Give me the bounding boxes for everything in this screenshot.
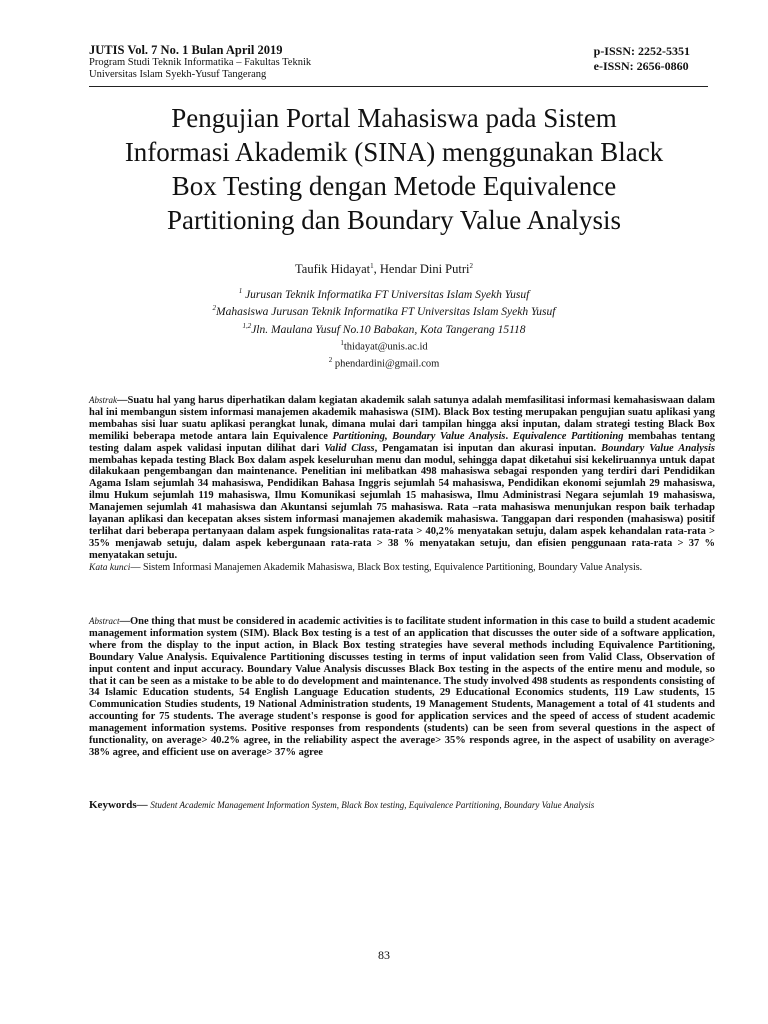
abstract-text: —Suatu hal yang harus diperhatikan dalam kegiatan akademik salah satunya adalah memfasilitasi informasi kemahasiswaan dalam hal ini membangun sistem informasi manajemen akademik mahasiswa (SIM). Black Box testing merupakan pengujian suatu aplikasi yang membahas sisi luar suatu aplikasi perangkat lunak, dimana mulai dari tampilan hingga aksi inputan, dalam strategi testing Black Box memiliki beberapa metode antara lain Equivalence	[89, 395, 715, 442]
abstract-label: Abstrak	[89, 395, 117, 405]
email-link[interactable]: thidayat@unis.ac.id	[343, 341, 428, 353]
keywords	[89, 800, 715, 811]
abstract-italic: Equivalence Partitioning	[512, 430, 624, 442]
abstract-italic: Boundary Value Analysis	[601, 442, 715, 454]
affil-sup: 2	[212, 304, 217, 313]
abstract-text: .	[505, 430, 513, 442]
electronic-issn: e-ISSN: 2656-0860	[593, 59, 689, 73]
kata-kunci	[89, 562, 715, 575]
abstract-label: Abstract	[89, 616, 120, 626]
abstract-text: membahas kepada testing Black Box dalam aspek keseluruhan menu dan modul, sehingga dapat diketahui sisi kekeliruannya untuk dapat dilakukaan pengembangan dan maintenance. Penelitian ini melibatkan 498 mahasiswa sebagai responden yang terdiri dari Pendidikan Agama Islam sejumlah 34 mahasiswa, Pendidikan Bahasa Inggris sejumlah 54 mahasiswa, Pendidikan ekonomi sejumlah 29 mahasiswa, ilmu Hukum sejumlah 119 mahasiswa, Ilmu Komunikasi sejumlah 15 mahasiswa, Ilmu Administrasi Negara sejumlah 19 mahasiswa, Manajemen sejumlah 41 mahasiswa dan Akuntansi sejumlah 75 mahasiswa. Rata –rata mahasiswa menunjukan respon baik terhadap layanan aplikasi dan kecepatan akses sistem informasi manajemen akademik mahasiswa. Tanggapan dari responden (mahasiswa) positif terlihat dari beberapa pertanyaan dalam aspek fungsionalitas rata-rata > 40,2% menyatakan setuju, dalam aspek kehandalan rata-rata > 35% menjawab setuju, dalam aspek kebergunaan rata-rata > 38 % menyatakan setuju, dan efisien penggunaan rata-rata > 37 % menyatakan setuju.	[89, 454, 715, 561]
university-name: Universitas Islam Syekh-Yusuf Tangerang	[89, 69, 267, 80]
abstract-text: membahas tentang testing dalam aspek validasi inputan dilihat dari	[89, 430, 715, 454]
affiliation-line	[0, 302, 768, 319]
keywords-text: Student Academic Management Information System, Black Box testing, Equivalence Partitioning, Boundary Value Analysis	[150, 800, 595, 810]
affil-text: Jurusan Teknik Informatika FT Universitas Islam Syekh Yusuf	[242, 288, 530, 301]
abstract-italic: Valid Class	[324, 442, 375, 454]
author-name: Taufik Hidayat	[295, 262, 371, 277]
affil-text: Jln. Maulana Yusuf No.10 Babakan, Kota Tangerang 15118	[251, 323, 526, 336]
abstract-english	[89, 616, 715, 759]
abstract-text: —One thing that must be considered in academic activities is to facilitate student information in this case to build a student academic management information system (SIM). Black Box testing is a test of an application that discusses the outer side of a software application, where from the display to the input action, in Black Box testing strategies have several methods including Equivalence Partitioning, Boundary Value Analysis. Equivalence Partitioning discusses testing in terms of input validation seen from Valid Class, Observation of input content and input accuracy. Boundary Value Analysis discusses Black Box testing in the aspects of the entire menu and module, so that it can be seen as a mistake to be able to do development and maintenance. The study involved 498 students as respondents consisting of 34 Islamic Education students, 54 English Language Education students, 29 Educational Economics students, 119 Law students, 15 Communication Studies students, 19 National Administration students, 19 Management Students, Management a total of 41 students and accounting for 75 students. The average student's response is good for application services and the speed of access of student academic management information systems. Positive responses from respondents (students) can be seen from several questions in the aspect of functionality, on average> 40.2% agree, in the reliability aspect the average> 35% responds agree, in the aspect of usability on average> 38% agree, and efficient use on average> 37% agree	[89, 616, 715, 758]
kata-kunci-label: Kata kunci	[89, 562, 131, 573]
author-sup: 1	[370, 262, 374, 270]
affil-sup: 1,2	[242, 321, 252, 330]
email-link[interactable]: phendardini@gmail.com	[332, 358, 440, 370]
author-list	[0, 262, 768, 277]
author-separator: ,	[373, 262, 380, 277]
email-sup: 1	[340, 338, 344, 347]
abstract-text: , Pengamatan isi inputan dan akurasi inputan.	[374, 442, 602, 454]
title-line: Box Testing dengan Metode Equivalence	[171, 171, 617, 201]
affiliation-line	[0, 320, 768, 337]
running-header-left	[89, 43, 311, 81]
email-line	[0, 354, 768, 371]
author-name: Hendar Dini Putri	[379, 262, 470, 277]
page-number: 83	[378, 948, 390, 962]
email-sup: 2	[328, 355, 333, 364]
affiliations	[0, 285, 768, 371]
program-name: Program Studi Teknik Informatika – Fakultas Teknik	[89, 57, 312, 68]
author-sup: 2	[469, 262, 473, 270]
abstract-indonesian	[89, 395, 715, 575]
paper-title	[70, 101, 718, 237]
journal-name: JUTIS Vol. 7 No. 1 Bulan April 2019	[89, 43, 283, 57]
affil-text: Mahasiswa Jurusan Teknik Informatika FT Universitas Islam Syekh Yusuf	[216, 306, 556, 319]
kata-kunci-text: — Sistem Informasi Manajemen Akademik Mahasiswa, Black Box testing, Equivalence Partitioning, Boundary Value Analysis.	[130, 561, 643, 573]
affiliation-line	[0, 285, 768, 302]
title-line: Pengujian Portal Mahasiswa pada Sistem	[171, 103, 617, 133]
running-header-right	[594, 44, 690, 74]
affil-sup: 1	[238, 287, 243, 295]
print-issn: p-ISSN: 2252-5351	[593, 44, 690, 58]
abstract-italic: Partitioning, Boundary Value Analysis	[332, 430, 506, 442]
title-line: Informasi Akademik (SINA) menggunakan Black	[124, 137, 664, 167]
header-rule	[89, 86, 708, 87]
title-line: Partitioning dan Boundary Value Analysis	[167, 205, 621, 235]
email-line	[0, 337, 768, 354]
keywords-label: Keywords	[89, 799, 137, 811]
keywords-dash: —	[136, 799, 151, 811]
